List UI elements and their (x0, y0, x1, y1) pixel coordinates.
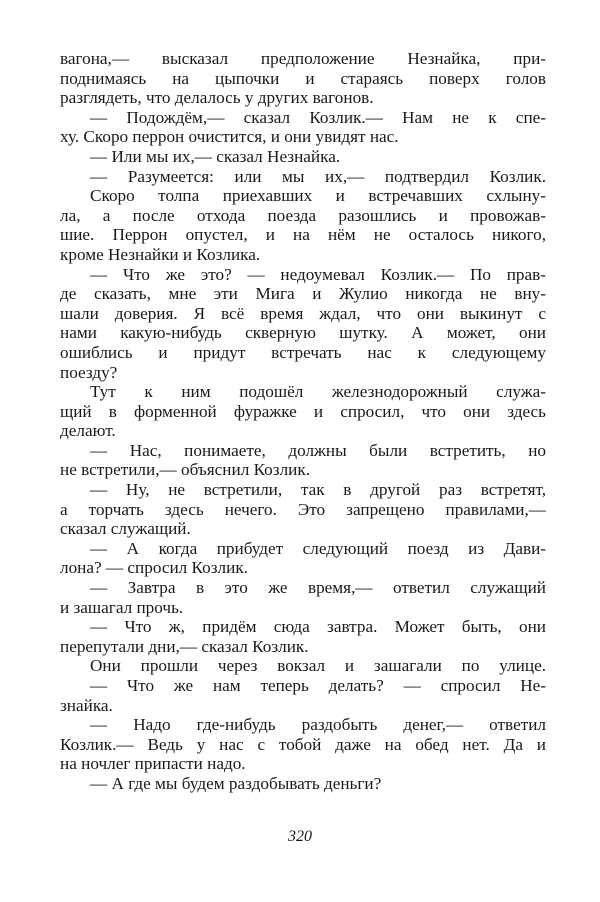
text-line: — Завтра в это же время,— ответил служащий (90, 578, 546, 598)
text-line: — Что же нам теперь делать? — спросил Не- (90, 676, 546, 695)
text-line: — Нас, понимаете, должны были встретить, но (90, 440, 546, 460)
text-line: — Что ж, придём сюда завтра. Может быть, они (90, 617, 546, 637)
text-line: — Разумеется: или мы их,— подтвердил Козлик. (90, 166, 546, 186)
text-line: Они прошли через вокзал и зашагали по улице. (90, 656, 546, 676)
text-line: разглядеть, что делалось у других вагонов. (60, 88, 374, 108)
text-line: кроме Незнайки и Козлика. (60, 244, 261, 264)
book-page-text (60, 49, 546, 794)
text-line: лона? — спросил Козлик. (60, 558, 248, 578)
text-line: — А где мы будем раздобывать деньги? (90, 773, 382, 793)
text-line: перепутали дни,— сказал Козлик. (60, 636, 309, 656)
text-line: знайка. (60, 695, 113, 715)
text-line: сказал служащий. (60, 519, 191, 539)
text-line: шие. Перрон опустел, и на нём не осталось никого, (60, 225, 546, 245)
text-line: Скоро толпа приехавших и встречавших схлыну- (90, 186, 546, 206)
page-number: 320 (288, 828, 312, 845)
text-line: де сказать, мне эти Мига и Жулио никогда не вну- (60, 284, 546, 304)
text-line: ошиблись и придут встречать нас к следующему (60, 342, 546, 362)
text-line: — Подождём,— сказал Козлик.— Нам не к спе- (90, 107, 546, 127)
text-line: Козлик.— Ведь у нас с тобой даже на обед нет. Да и (60, 734, 546, 754)
text-line: нами какую-нибудь скверную шутку. А может, они (60, 323, 546, 343)
text-line: а торчать здесь нечего. Это запрещено правилами,— (60, 499, 546, 519)
text-line: поезду? (60, 362, 118, 382)
text-line: вагона,— высказал предположение Незнайка, при- (60, 49, 546, 68)
text-line: на ночлег припасти надо. (60, 754, 246, 774)
text-line: — Ну, не встретили, так в другой раз встретят, (90, 480, 546, 500)
text-line: — Надо где-нибудь раздобыть денег,— ответил (90, 715, 546, 735)
text-line: — Или мы их,— сказал Незнайка. (90, 146, 341, 166)
text-line: поднимаясь на цыпочки и стараясь поверх голов (60, 68, 546, 88)
text-line: — А когда прибудет следующий поезд из Дави- (90, 538, 546, 558)
text-line: ла, а после отхода поезда разошлись и провожав- (60, 205, 546, 225)
text-line: Тут к ним подошёл железнодорожный служа- (90, 382, 546, 402)
text-line: — Что же это? — недоумевал Козлик.— По прав- (90, 264, 546, 284)
text-line: щий в форменной фуражке и спросил, что они здесь (60, 401, 546, 421)
text-line: делают. (60, 421, 116, 441)
text-line: не встретили,— объяснил Козлик. (60, 460, 310, 480)
text-line: шали доверия. Я всё время ждал, что они выкинут с (60, 303, 546, 323)
text-line: и зашагал прочь. (60, 597, 184, 617)
text-line: ху. Скоро перрон очистится, и они увидят нас. (60, 127, 399, 147)
